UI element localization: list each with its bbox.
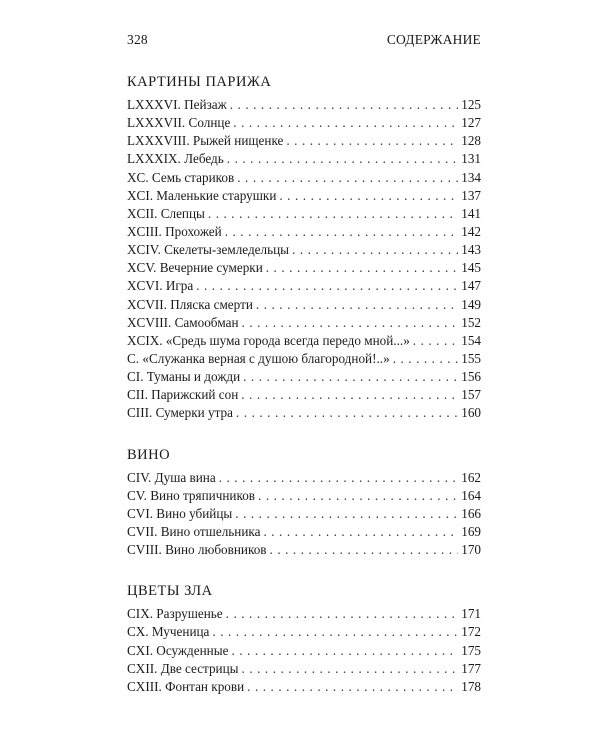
toc-entry-page: 149 [461, 296, 481, 312]
toc-entry-page: 125 [461, 97, 481, 112]
toc-entry [127, 96, 481, 114]
toc-entry [127, 314, 481, 332]
toc-entry-page: 134 [461, 169, 481, 185]
toc-entry [127, 132, 481, 150]
toc-entry-title: CXII. Две сестрицы [127, 660, 239, 676]
toc-entry-title: CIII. Сумерки утра [127, 405, 233, 421]
toc-entry-title: XCI. Маленькие старушки [127, 187, 277, 203]
dot-leader [212, 623, 458, 641]
dot-leader [208, 205, 458, 223]
toc-entry-page: 145 [461, 260, 481, 276]
toc-entry [127, 296, 481, 314]
toc-entry [127, 350, 481, 368]
toc-entry-page: 141 [461, 205, 481, 221]
dot-leader [196, 277, 458, 295]
toc-entry [127, 487, 481, 505]
toc-entry-page: 160 [461, 405, 481, 421]
toc-section [127, 74, 481, 423]
toc-entry-page: 162 [461, 469, 481, 485]
toc-section [127, 583, 481, 696]
toc-page [127, 32, 481, 720]
toc-entry-title: XCVI. Игра [127, 278, 194, 294]
toc-entry [127, 623, 481, 641]
dot-leader [243, 368, 458, 386]
dot-leader [258, 487, 458, 505]
toc-entry-page: 127 [461, 115, 481, 131]
dot-leader [241, 386, 458, 404]
dot-leader [227, 150, 458, 168]
toc-entry-page: 143 [461, 242, 481, 258]
toc-entry-title: CVI. Вино убийцы [127, 505, 233, 521]
toc-section [127, 447, 481, 560]
toc-entry-title: LXXXVI. Пейзаж [127, 97, 227, 112]
dot-leader [242, 314, 459, 332]
dot-leader [219, 469, 459, 487]
toc-entry [127, 505, 481, 523]
toc-entry-title: CI. Туманы и дожди [127, 369, 241, 385]
dot-leader [256, 296, 458, 314]
toc-entry-page: 137 [461, 187, 481, 203]
toc-entry-title: XCIII. Прохожей [127, 223, 222, 239]
toc-entry-title: CIV. Душа вина [127, 469, 216, 485]
toc-entry-page: 170 [461, 542, 481, 558]
toc-entry-title: CIX. Разрушенье [127, 606, 223, 622]
toc-entry-page: 128 [461, 133, 481, 149]
toc-sections [127, 74, 481, 696]
dot-leader [237, 169, 458, 187]
toc-entry [127, 205, 481, 223]
toc-entry [127, 169, 481, 187]
dot-leader [231, 642, 458, 660]
toc-entry [127, 660, 481, 678]
toc-entry-title: XCIV. Скелеты-земледельцы [127, 242, 290, 258]
toc-entry [127, 386, 481, 404]
running-title: СОДЕРЖАНИЕ [386, 32, 481, 47]
toc-entry-title: XCIX. «Средь шума города всегда передо мной...» [127, 332, 410, 348]
toc-entry-title: LXXXIX. Лебедь [127, 151, 224, 167]
toc-entry-title: XCVII. Пляска смерти [127, 296, 253, 312]
toc-entry [127, 523, 481, 541]
section-title: ВИНО [127, 446, 171, 463]
toc-entry-title: C. «Служанка верная с душою благородной!..» [127, 350, 390, 366]
dot-leader [393, 350, 459, 368]
toc-entry-page: 154 [461, 332, 481, 348]
toc-entry-title: LXXXVIII. Рыжей нищенке [127, 133, 284, 149]
toc-entry [127, 541, 481, 559]
dot-leader [236, 404, 458, 422]
dot-leader [226, 605, 459, 623]
toc-entry-page: 142 [461, 223, 481, 239]
toc-entry-page: 171 [461, 606, 481, 622]
toc-entry-page: 155 [461, 350, 481, 366]
toc-entry [127, 277, 481, 295]
toc-entry-page: 152 [461, 314, 481, 330]
dot-leader [413, 332, 458, 350]
toc-entry [127, 241, 481, 259]
toc-entry-title: LXXXVII. Солнце [127, 115, 231, 131]
section-title: ЦВЕТЫ ЗЛА [127, 583, 213, 600]
dot-leader [225, 223, 459, 241]
running-head [127, 32, 481, 48]
toc-entry-title: CX. Мученица [127, 624, 210, 640]
toc-entry-title: CII. Парижский сон [127, 387, 239, 403]
toc-entry-title: XCVIII. Самообман [127, 314, 239, 330]
toc-entry-page: 172 [461, 624, 481, 640]
toc-entry [127, 469, 481, 487]
toc-entry [127, 368, 481, 386]
dot-leader [230, 96, 458, 114]
section-title: КАРТИНЫ ПАРИЖА [127, 74, 272, 90]
toc-entry-page: 147 [461, 278, 481, 294]
toc-entry [127, 404, 481, 422]
toc-entry-page: 175 [461, 642, 481, 658]
toc-entry-page: 131 [461, 151, 481, 167]
dot-leader [270, 541, 459, 559]
toc-entry-page: 164 [461, 487, 481, 503]
toc-entry-page: 156 [461, 369, 481, 385]
toc-entry-page: 177 [461, 660, 481, 676]
toc-entry [127, 259, 481, 277]
dot-leader [247, 678, 458, 696]
toc-entry [127, 187, 481, 205]
dot-leader [279, 187, 458, 205]
toc-entry-title: XC. Семь стариков [127, 169, 235, 185]
page-number: 328 [127, 32, 148, 47]
toc-entry [127, 150, 481, 168]
toc-entry-page: 166 [461, 505, 481, 521]
dot-leader [235, 505, 458, 523]
toc-entry-title: CVII. Вино отшельника [127, 523, 261, 539]
dot-leader [242, 660, 459, 678]
toc-entry [127, 605, 481, 623]
dot-leader [263, 523, 458, 541]
toc-entry-title: CV. Вино тряпичников [127, 487, 256, 503]
toc-entry [127, 642, 481, 660]
toc-entry-title: XCII. Слепцы [127, 205, 205, 221]
dot-leader [266, 259, 458, 277]
toc-entry-title: CVIII. Вино любовников [127, 542, 267, 558]
toc-entry-page: 178 [461, 678, 481, 694]
toc-entry [127, 223, 481, 241]
toc-entry-page: 169 [461, 523, 481, 539]
dot-leader [286, 132, 458, 150]
toc-entry-title: CXI. Осужденные [127, 642, 229, 658]
toc-entry [127, 678, 481, 696]
dot-leader [233, 114, 458, 132]
toc-entry-page: 157 [461, 387, 481, 403]
dot-leader [292, 241, 458, 259]
toc-entry [127, 114, 481, 132]
toc-entry [127, 332, 481, 350]
toc-entry-title: XCV. Вечерние сумерки [127, 260, 263, 276]
toc-entry-title: CXIII. Фонтан крови [127, 678, 245, 694]
